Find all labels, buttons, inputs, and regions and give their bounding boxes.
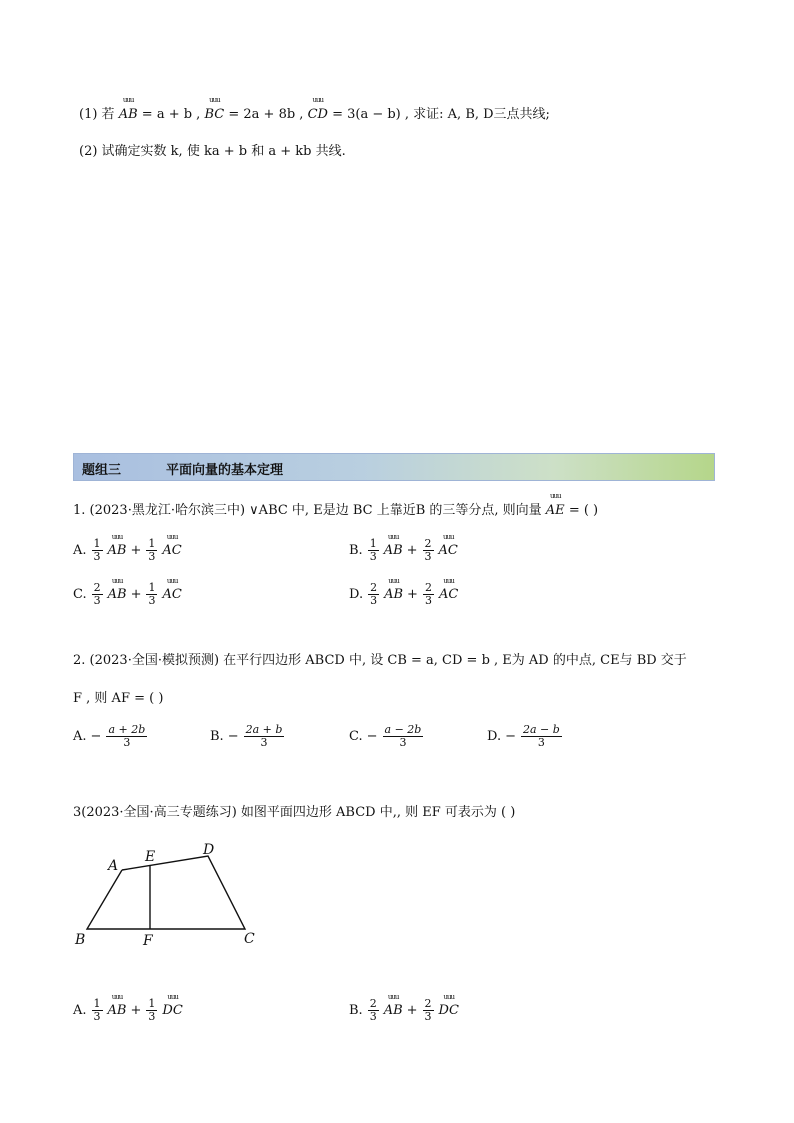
vector-term: uuu AB: [107, 533, 127, 558]
fraction: $\frac{1}{3}$: [148, 537, 156, 563]
question-2-stem-line2: F , 则 AF = ( ): [73, 691, 164, 706]
vector-cd: uuu CD: [307, 96, 328, 122]
section-label: 题组三: [82, 463, 122, 478]
label-f: F: [143, 933, 153, 949]
vector-term: uuu AB: [383, 993, 403, 1018]
question-3-stem: 3(2023·全国·高三专题练习) 如图平面四边形 ABCD 中,, 则 EF 可表示为 ( ): [73, 805, 516, 820]
quadrilateral-figure: [70, 840, 270, 950]
fraction: $\frac{1}{3}$: [148, 581, 156, 607]
option-letter: B.: [210, 729, 224, 744]
option-letter: B.: [349, 1003, 363, 1018]
question-2-stem-line1: 2. (2023·全国·模拟预测) 在平行四边形 ABCD 中, 设 CB = a, CD = b , E为 AD 的中点, CE与 BD 交于: [73, 653, 687, 668]
problem-part-2: (2) 试确定实数 k, 使 ka + b 和 a + kb 共线.: [79, 144, 346, 159]
label-c: C: [244, 931, 255, 947]
option-letter: D.: [487, 729, 502, 744]
option-letter: C.: [349, 729, 363, 744]
fraction: $\frac{2}{3}$: [424, 537, 432, 563]
label-d: D: [203, 842, 215, 858]
option-letter: A.: [73, 543, 87, 558]
label-a: A: [108, 858, 119, 874]
fraction: $\frac{1}{3}$: [93, 997, 101, 1023]
option-letter: C.: [73, 587, 87, 602]
q1-option-b[interactable]: B. $\frac{1}{3}$ uuu AB + $\frac{2}{3}$ uuu AC: [349, 533, 458, 563]
problem-part-1: [79, 96, 550, 124]
vector-ae: uuu AE: [545, 492, 565, 518]
fraction: $\frac{2a + b}{3}$: [245, 723, 283, 749]
vector-term: uuu DC: [438, 993, 459, 1018]
q2-option-a[interactable]: A. − $\frac{a + 2b}{3}$: [73, 723, 146, 749]
vector-bc: uuu BC: [204, 96, 225, 122]
q1-blank: = ( ): [568, 503, 599, 518]
fraction: $\frac{2}{3}$: [370, 581, 378, 607]
fraction: $\frac{2}{3}$: [424, 997, 432, 1023]
option-letter: B.: [349, 543, 363, 558]
section-banner: [73, 453, 715, 481]
vector-ab: uuu AB: [118, 96, 138, 122]
q2-option-d[interactable]: D. − $\frac{2a - b}{3}$: [487, 723, 560, 749]
q1-stem-text: 1. (2023·黑龙江·哈尔滨三中) ∨ABC 中, E是边 BC 上靠近B 的三等分点, 则向量: [73, 503, 542, 518]
q1-option-c[interactable]: C. $\frac{2}{3}$ uuu AB + $\frac{1}{3}$ uuu AC: [73, 577, 182, 607]
q1-option-d[interactable]: D. $\frac{2}{3}$ uuu AB + $\frac{2}{3}$ uuu AC: [349, 577, 459, 607]
fraction: $\frac{1}{3}$: [369, 537, 377, 563]
fraction: $\frac{1}{3}$: [93, 537, 101, 563]
part1-eq2: = 2a + 8b ,: [228, 107, 304, 122]
option-letter: D.: [349, 587, 364, 602]
fraction: $\frac{a + 2b}{3}$: [108, 723, 146, 749]
q3-option-a[interactable]: A. $\frac{1}{3}$ uuu AB + $\frac{1}{3}$ uuu DC: [73, 993, 183, 1023]
part1-eq1: = a + b ,: [141, 107, 201, 122]
vector-term: uuu AC: [438, 577, 459, 602]
option-letter: A.: [73, 729, 87, 744]
q3-option-b[interactable]: B. $\frac{2}{3}$ uuu AB + $\frac{2}{3}$ uuu DC: [349, 993, 459, 1023]
part1-tail: 求证: A, B, D三点共线;: [413, 107, 550, 122]
q1-option-a[interactable]: A. $\frac{1}{3}$ uuu AB + $\frac{1}{3}$ uuu AC: [73, 533, 182, 563]
part1-label: (1) 若: [79, 107, 115, 122]
vector-term: uuu AC: [162, 577, 182, 602]
vector-term: uuu AB: [384, 577, 404, 602]
fraction: $\frac{2}{3}$: [424, 581, 432, 607]
fraction: $\frac{2}{3}$: [93, 581, 101, 607]
fraction: $\frac{2a - b}{3}$: [523, 723, 560, 749]
label-b: B: [75, 932, 86, 948]
fraction: $\frac{a - 2b}{3}$: [384, 723, 422, 749]
question-1-stem: [73, 492, 599, 520]
vector-term: uuu AB: [383, 533, 403, 558]
section-title: 平面向量的基本定理: [166, 463, 284, 478]
vector-term: uuu AC: [438, 533, 458, 558]
fraction: $\frac{1}{3}$: [148, 997, 156, 1023]
vector-term: uuu AC: [162, 533, 182, 558]
part1-eq3: = 3(a − b) ,: [332, 107, 410, 122]
option-letter: A.: [73, 1003, 87, 1018]
vector-term: uuu DC: [162, 993, 183, 1018]
fraction: $\frac{2}{3}$: [369, 997, 377, 1023]
vector-term: uuu AB: [107, 577, 127, 602]
q2-option-c[interactable]: C. − $\frac{a - 2b}{3}$: [349, 723, 422, 749]
q2-option-b[interactable]: B. − $\frac{2a + b}{3}$: [210, 723, 283, 749]
vector-term: uuu AB: [107, 993, 127, 1018]
label-e: E: [145, 849, 156, 865]
